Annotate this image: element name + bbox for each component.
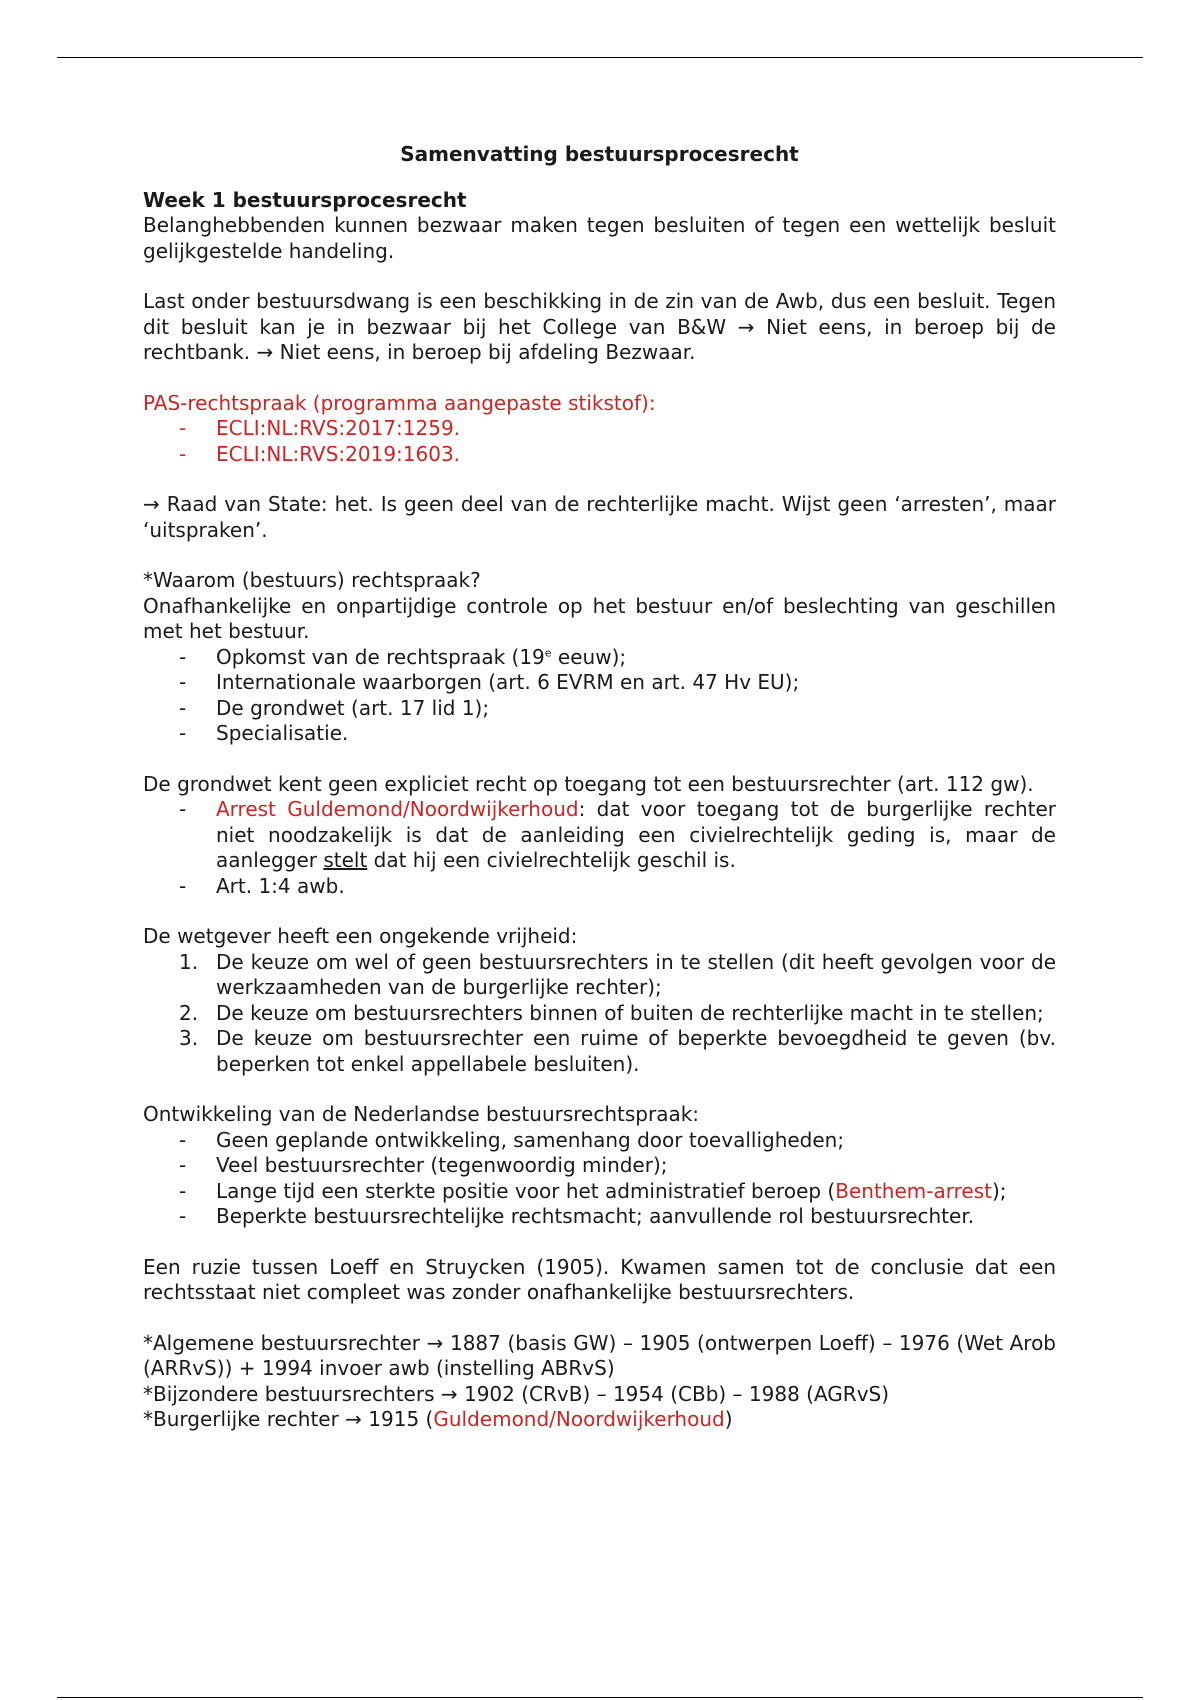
wetgever-list [143, 950, 1056, 1078]
dash-marker: - [179, 873, 187, 898]
list-item: - Internationale waarborgen (art. 6 EVRM en art. 47 Hv EU); [179, 670, 800, 694]
ecli-reference: ECLI:NL:RVS:2017:1259. [216, 416, 461, 440]
list-item: - Veel bestuursrechter (tegenwoordig minder); [179, 1153, 668, 1177]
list-item: - Art. 1:4 awb. [179, 873, 345, 898]
paragraph-wetgever: De wetgever heeft een ongekende vrijheid: [143, 924, 578, 948]
dash-marker: - [179, 441, 187, 466]
case-reference: Benthem-arrest [835, 1178, 992, 1203]
why-list [143, 645, 1056, 747]
number-marker: 1. [179, 949, 199, 974]
list-item: 2. De keuze om bestuursrechters binnen of buiten de rechterlijke macht in te stellen; [179, 1000, 1044, 1025]
paragraph-raad-van-state: → Raad van State: het. Is geen deel van de rechterlijke macht. Wijst geen ‘arresten’, maar ‘uitspraken’. [143, 492, 1056, 542]
paragraph-ruzie: Een ruzie tussen Loeff en Struycken (1905). Kwamen samen tot de conclusie dat een rechtsstaat niet compleet was zonder onafhankelijke bestuursrechters. [143, 1254, 1056, 1304]
why-heading: *Waarom (bestuurs) rechtspraak? [143, 568, 481, 592]
paragraph-bestuursdwang: Last onder bestuursdwang is een beschikking in de zin van de Awb, dus een besluit. Tegen dit besluit kan je in bezwaar bij het College van B&W → Niet eens, in beroep bij de rechtbank. → Niet eens, in beroep bij afdeling Bezwaar. [143, 289, 1056, 364]
dash-marker: - [179, 695, 187, 720]
header-rule [57, 57, 1143, 58]
list-item: - Beperkte bestuursrechtelijke rechtsmacht; aanvullende rol bestuursrechter. [179, 1204, 975, 1228]
number-marker: 3. [179, 1026, 199, 1050]
underlined-word: stelt [323, 848, 368, 872]
document-body [143, 142, 1056, 1433]
dash-marker: - [179, 670, 187, 694]
number-marker: 2. [179, 1000, 199, 1025]
dash-marker: - [179, 721, 187, 745]
list-item: - De grondwet (art. 17 lid 1); [179, 695, 490, 720]
list-item [143, 442, 1056, 468]
paragraph-ontwikkeling: Ontwikkeling van de Nederlandse bestuursrechtspraak: [143, 1102, 700, 1126]
case-reference: Arrest Guldemond/Noordwijkerhoud [216, 797, 579, 821]
dash-marker: - [179, 644, 187, 669]
document-title: Samenvatting bestuursprocesrecht [400, 142, 799, 166]
timeline-burgerlijke: *Burgerlijke rechter → 1915 (Guldemond/Noordwijkerhoud) [143, 1407, 733, 1431]
list-item: - Lange tijd een sterkte positie voor het administratief beroep (Benthem-arrest); [179, 1178, 1007, 1203]
why-text: Onafhankelijke en onpartijdige controle op het bestuur en/of beslechting van geschillen met het bestuur. [143, 593, 1056, 643]
list-item: 3. De keuze om bestuursrechter een ruime of beperkte bevoegdheid te geven (bv. beperken tot enkel appellabele besluiten). [179, 1026, 1056, 1076]
list-item: - Opkomst van de rechtspraak (19e eeuw); [179, 644, 627, 669]
timeline-bijzondere: *Bijzondere bestuursrechters → 1902 (CRvB) – 1954 (CBb) – 1988 (AGRvS) [143, 1381, 890, 1406]
paragraph-belanghebbenden: Belanghebbenden kunnen bezwaar maken tegen besluiten of tegen een wettelijk besluit gelijkgestelde handeling. [143, 213, 1056, 263]
footer-rule [57, 1697, 1143, 1698]
case-reference: Guldemond/Noordwijkerhoud [433, 1407, 725, 1431]
grondwet-list [143, 797, 1056, 899]
list-item: 1. De keuze om wel of geen bestuursrechters in te stellen (dit heeft gevolgen voor de werkzaamheden van de burgerlijke rechter); [179, 949, 1056, 999]
paragraph-grondwet: De grondwet kent geen expliciet recht op toegang tot een bestuursrechter (art. 112 gw). [143, 771, 1034, 796]
dash-marker: - [179, 1153, 187, 1177]
list-item [143, 416, 1056, 442]
dash-marker: - [179, 1127, 187, 1152]
pas-heading: PAS-rechtspraak (programma aangepaste stikstof): [143, 390, 656, 415]
timeline-algemene: *Algemene bestuursrechter → 1887 (basis GW) – 1905 (ontwerpen Loeff) – 1976 (Wet Arob (ARRvS)) + 1994 invoer awb (instelling ABRvS) [143, 1330, 1056, 1380]
pas-list [143, 416, 1056, 467]
dash-marker: - [179, 1178, 187, 1203]
dash-marker: - [179, 1204, 187, 1228]
dash-marker: - [179, 797, 187, 821]
list-item: - Geen geplande ontwikkeling, samenhang door toevalligheden; [179, 1127, 845, 1152]
week-heading: Week 1 bestuursprocesrecht [143, 187, 467, 212]
dash-marker: - [179, 416, 187, 440]
ecli-reference: ECLI:NL:RVS:2019:1603. [216, 441, 461, 466]
ontwikkeling-list [143, 1128, 1056, 1230]
list-item: - Arrest Guldemond/Noordwijkerhoud: dat voor toegang tot de burgerlijke rechter niet noodzakelijk is dat de aanleiding een civielrechtelijk geding is, maar de aanlegger stelt dat hij een civielrechtelijk geschil is. [179, 797, 1056, 872]
list-item: - Specialisatie. [179, 721, 349, 745]
